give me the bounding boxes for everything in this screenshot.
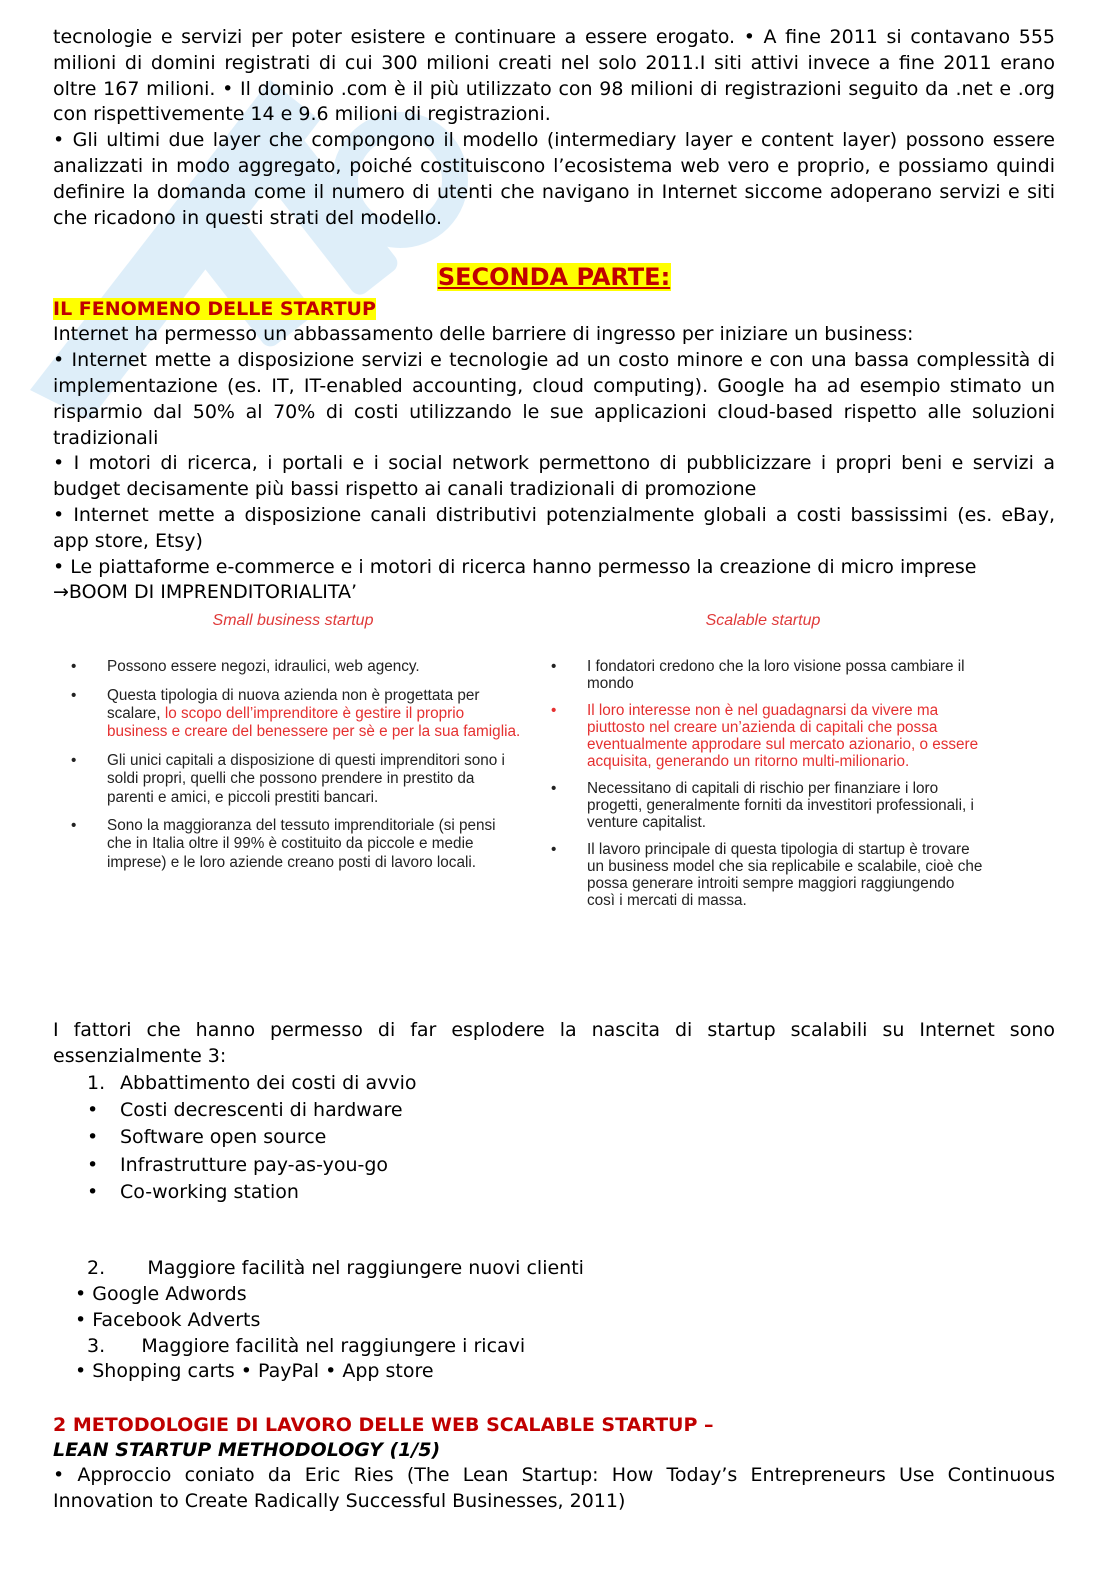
small-business-item <box>63 658 523 676</box>
factor-3-items: • Shopping carts • PayPal • App store <box>75 1360 434 1383</box>
bullet-icon: • <box>87 1180 99 1203</box>
scalable-startup-column <box>543 608 983 919</box>
scalable-startup-item <box>543 702 983 770</box>
scalable-startup-item <box>543 841 983 909</box>
factor-1-item <box>53 1097 1055 1124</box>
section2-text: • Approccio coniato da Eric Ries (The Lean Startup: How Today’s Entrepreneurs Use Continuous Innovation to Create Radically Successful Businesses, 2011) <box>53 1464 1055 1512</box>
factor-1-item-text: Infrastrutture pay-as-you-go <box>120 1153 389 1176</box>
bullet-icon: • <box>71 686 77 704</box>
startup-line-6: →BOOM DI IMPRENDITORIALITA’ <box>53 581 358 604</box>
factors-intro: I fattori che hanno permesso di far esplodere la nascita di startup scalabili su Internet sono essenzialmente 3: <box>53 1019 1055 1067</box>
intro-paragraph-2: • Gli ultimi due layer che compongono il modello (intermediary layer e content layer) possono essere analizzati in modo aggregato, poiché costituiscono l’ecosistema web vero e proprio, e possiamo quindi definire la domanda come il numero di utenti che navigano in Internet siccome adoperano servizi e siti che ricadono in questi strati del modello. <box>53 129 1055 229</box>
small-business-item <box>63 687 523 742</box>
factor-1-item <box>53 1179 1055 1206</box>
part-title-text: SECONDA PARTE: <box>437 263 671 292</box>
factor-1-item <box>53 1124 1055 1151</box>
small-business-item-text: Possono essere negozi, idraulici, web agency. <box>107 658 420 676</box>
scalable-startup-title: Scalable startup <box>705 612 821 630</box>
small-business-item-text: Sono la maggioranza del tessuto imprenditoriale (si pensi che in Italia oltre il 99% è costituito da piccole e medie imprese) e le loro aziende creano posti di lavoro locali. <box>107 816 496 871</box>
scalable-startup-item <box>543 780 983 831</box>
small-business-item-text: Questa tipologia di nuova azienda non è progettata per scalare, <box>107 686 480 722</box>
bullet-icon: • <box>87 1099 99 1122</box>
factor-1-list <box>53 1070 1055 1206</box>
factor-2-item: • Facebook Adverts <box>75 1308 261 1331</box>
scalable-startup-item-text: Necessitano di capitali di rischio per finanziare i loro progetti, generalmente forniti da investitori professionali, i venture capitalist. <box>587 780 974 832</box>
section-title-startup <box>53 297 1055 322</box>
scalable-startup-item-text: Il lavoro principale di questa tipologia di startup è trovare un business model che sia replicabile e scalabile, cioè che possa generare introiti sempre maggiori raggiungendo così i mercati di massa. <box>587 841 983 910</box>
bullet-icon: • <box>71 658 77 676</box>
small-business-title: Small business startup <box>212 612 374 630</box>
startup-line-5: • Le piattaforme e-commerce e i motori di ricerca hanno permesso la creazione di micro imprese <box>53 555 977 578</box>
startup-line-4: • Internet mette a disposizione canali distributivi potenzialmente globali a costi bassissimi (es. eBay, app store, Etsy) <box>53 503 1055 552</box>
startup-line-2: • Internet mette a disposizione servizi e tecnologie ad un costo minore e con una bassa complessità di implementazione (es. IT, IT-enabled accounting, cloud computing). Google ha ad esempio stimato un risparmio dal 50% al 70% di costi utilizzando le sue applicazioni cloud-based rispetto alle soluzioni tradizionali <box>53 349 1055 449</box>
small-business-item-highlight: lo scopo dell’imprenditore è gestire il proprio business e creare del benessere per sè e per la sua famiglia. <box>107 704 521 741</box>
factor-1-item-text: Costi decrescenti di hardware <box>120 1099 403 1122</box>
section2-subtitle: LEAN STARTUP METHODOLOGY (1/5) <box>53 1439 441 1462</box>
factor-1-text: Abbattimento dei costi di avvio <box>120 1071 417 1094</box>
factor-2: 2. Maggiore facilità nel raggiungere nuovi clienti <box>87 1257 584 1280</box>
bullet-icon: • <box>87 1153 99 1176</box>
section2-title: 2 METODOLOGIE DI LAVORO DELLE WEB SCALABLE STARTUP – <box>53 1414 714 1437</box>
scalable-startup-item-text: Il loro interesse non è nel guadagnarsi da vivere ma piuttosto nel creare un’azienda di capitali che possa eventualmente approdare sul mercato azionario, o essere acquisita, generando un ritorno multi-milionario. <box>587 702 979 771</box>
bullet-icon: • <box>87 1126 99 1149</box>
startup-line-3: • I motori di ricerca, i portali e i social network permettono di pubblicizzare i propri beni e servizi a budget decisamente più bassi rispetto ai canali tradizionali di promozione <box>53 452 1055 501</box>
spacer <box>53 1206 1055 1256</box>
document-page <box>53 25 1055 1515</box>
scalable-startup-item <box>543 658 983 692</box>
factor-3: 3. Maggiore facilità nel raggiungere i ricavi <box>87 1334 526 1357</box>
small-business-column <box>63 608 523 882</box>
bullet-icon: • <box>551 658 557 676</box>
startup-comparison-figure <box>53 608 1055 1018</box>
bullet-icon: • <box>551 702 557 720</box>
intro-paragraph-1: tecnologie e servizi per poter esistere e continuare a essere erogato. • A fine 2011 si contavano 555 milioni di domini registrati di cui 300 milioni creati nel solo 2011.I siti attivi invece a fine 2011 erano oltre 167 milioni. • Il dominio .com è il più utilizzato con 98 milioni di registrazioni seguito da .net e .org con rispettivemente 14 e 9.6 milioni di registrazioni. <box>53 26 1055 126</box>
small-business-item-text: Gli unici capitali a disposizione di questi imprenditori sono i soldi propri, quelli che possono prendere in prestito da parenti e amici, e piccoli prestiti bancari. <box>107 751 505 806</box>
factor-1-number: 1. <box>87 1071 106 1094</box>
startup-line-1: Internet ha permesso un abbassamento delle barriere di ingresso per iniziare un business: <box>53 323 914 346</box>
factor-1 <box>53 1070 1055 1097</box>
section-title-startup-text: IL FENOMENO DELLE STARTUP <box>53 298 376 321</box>
bullet-icon: • <box>71 816 77 834</box>
factor-2-item: • Google Adwords <box>75 1283 247 1306</box>
part-title <box>53 263 1055 297</box>
factor-1-item-text: Co-working station <box>120 1180 299 1203</box>
factor-1-item <box>53 1152 1055 1179</box>
bullet-icon: • <box>71 751 77 769</box>
bullet-icon: • <box>551 841 557 859</box>
small-business-item <box>63 817 523 872</box>
factor-1-item-text: Software open source <box>120 1126 327 1149</box>
bullet-icon: • <box>551 780 557 798</box>
small-business-item <box>63 752 523 807</box>
scalable-startup-item-text: I fondatori credono che la loro visione possa cambiare il mondo <box>587 658 965 693</box>
